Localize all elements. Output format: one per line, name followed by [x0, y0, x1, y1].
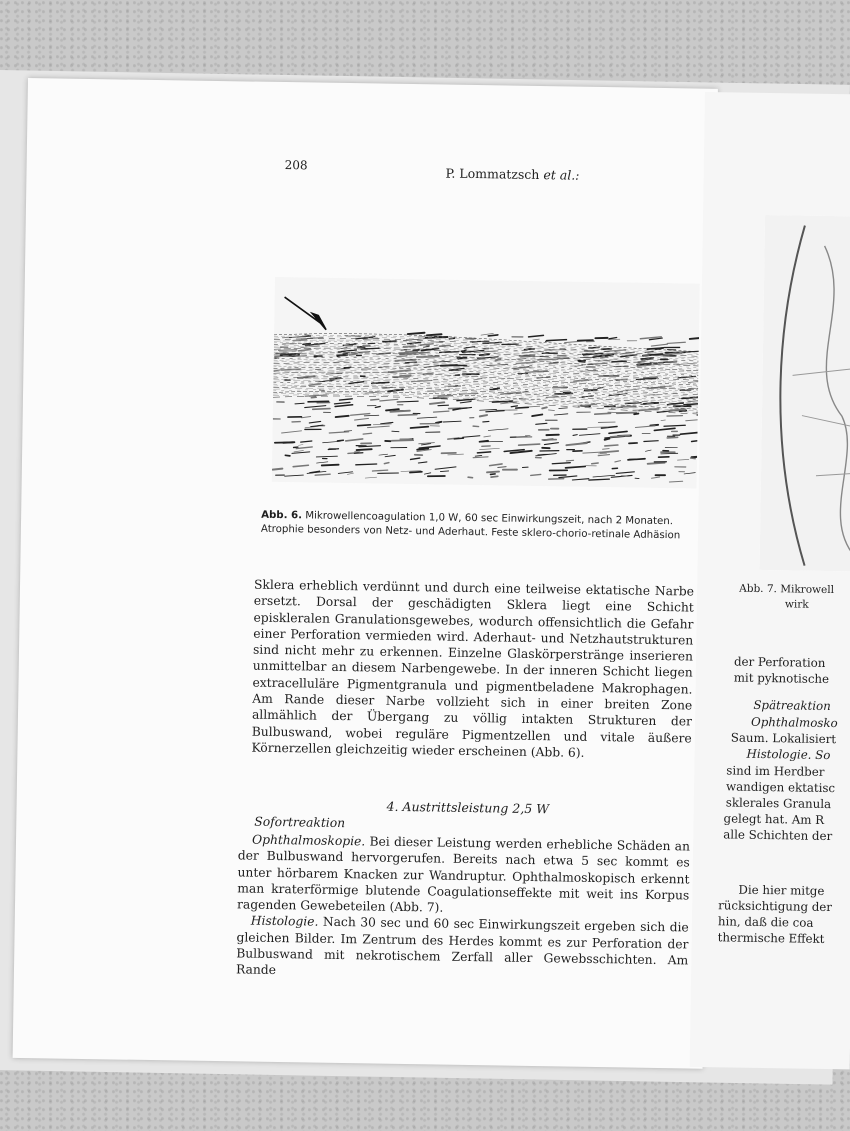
histology-figure	[272, 277, 700, 489]
body-paragraph-1	[251, 577, 694, 763]
paragraph-ophthalmoskopie	[237, 831, 690, 920]
ophthalmoskopie-text: Bei dieser Leistung werden erhebliche Schäden an der Bulbuswand hervorgerufen. Bereits nach etwa 5 sec kommt es unter hörbarem Knacken zur Wandruptur. Ophthalmoskopisch erkennt man kraterförmige blutende Coagulationseffekte mit weit ins Korpus ragenden Gewebeteilen (Abb. 7).	[236, 834, 691, 915]
histologie-text: Nach 30 sec und 60 sec Einwirkungszeit ergeben sich die gleichen Bilder. Im Zentrum des Herdes kommt es zur Perforation der Bulbuswand mit nekrotischem Zerfall aller Gewebsschichten. Am Rande	[235, 915, 689, 978]
right-page	[690, 92, 850, 1069]
histology-micrograph	[272, 277, 700, 489]
right-line-3: der Perforation	[733, 654, 826, 670]
section-heading: 4. Austrittsleistung 2,5 W	[386, 798, 550, 817]
paragraph-histologie	[236, 913, 689, 985]
right-line-11: sklerales Granula	[725, 795, 832, 812]
page-number: 208	[284, 158, 308, 173]
body-paragraphs-2	[236, 831, 690, 985]
right-line-6: Ophthalmosko	[751, 714, 838, 731]
right-line-7: Saum. Lokalisiert	[730, 730, 837, 747]
running-head-suffix: et al.:	[543, 167, 580, 183]
right-line-1: Abb. 7. Mikrowell	[739, 582, 835, 597]
right-figure	[759, 215, 850, 572]
right-line-15: rücksichtigung der	[718, 898, 833, 915]
right-line-13: alle Schichten der	[723, 827, 833, 844]
right-line-10: wandigen ektatisc	[725, 779, 836, 796]
paragraph-text: Sklera erheblich verdünnt und durch eine teilweise ektatische Narbe ersetzt. Dorsal der geschädigten Sklera liegt eine Schicht episkleralen Granulationsgewebes, wodurch offensichtlich die Gefahr einer Perforation vermieden wird. Aderhaut- und Netzhautstrukturen sind nicht mehr zu erkennen. Einzelne Glaskörperstränge inserieren unmittelbar an diesem Narbengewebe. In der inneren Schicht liegen extracelluläre Pigmentgranula und pigmentbeladene Makrophagen. Am Rande dieser Narbe vollzieht sich in einer breiten Zone allmählich der Übergang zu völlig intakten Strukturen der Bulbuswand, wobei reguläre Pigmentzellen und vitale äußere Körnerzellen gleichzeitig wieder erscheinen (Abb. 6).	[251, 577, 695, 760]
right-line-2: wirk	[784, 598, 809, 611]
right-line-8: Histologie. So	[746, 746, 831, 763]
figure-caption-label: Abb. 6.	[261, 509, 303, 522]
right-line-5: Spätreaktion	[753, 697, 831, 714]
running-head-author: P. Lommatzsch	[445, 165, 540, 183]
subheading-sofortreaktion: Sofortreaktion	[254, 814, 346, 831]
left-page	[13, 78, 718, 1069]
right-line-12: gelegt hat. Am R	[723, 811, 825, 827]
right-line-16: hin, daß die coa	[717, 914, 814, 930]
figure-caption	[261, 509, 699, 544]
right-line-4: mit pyknotische	[733, 670, 830, 687]
right-line-14: Die hier mitge	[738, 882, 825, 898]
running-head	[445, 166, 579, 183]
right-line-9: sind im Herdber	[726, 763, 825, 779]
histologie-label: Histologie.	[250, 914, 319, 930]
figure-caption-text: Mikrowellencoagulation 1,0 W, 60 sec Einwirkungszeit, nach 2 Monaten. Atrophie besonders von Netz- und Aderhaut. Feste sklero-chorio-retinale Adhäsion	[260, 510, 681, 542]
right-figure-image	[759, 215, 850, 572]
right-line-17: thermische Effekt	[717, 930, 825, 946]
ophthalmoskopie-label: Ophthalmoskopie.	[251, 832, 366, 849]
